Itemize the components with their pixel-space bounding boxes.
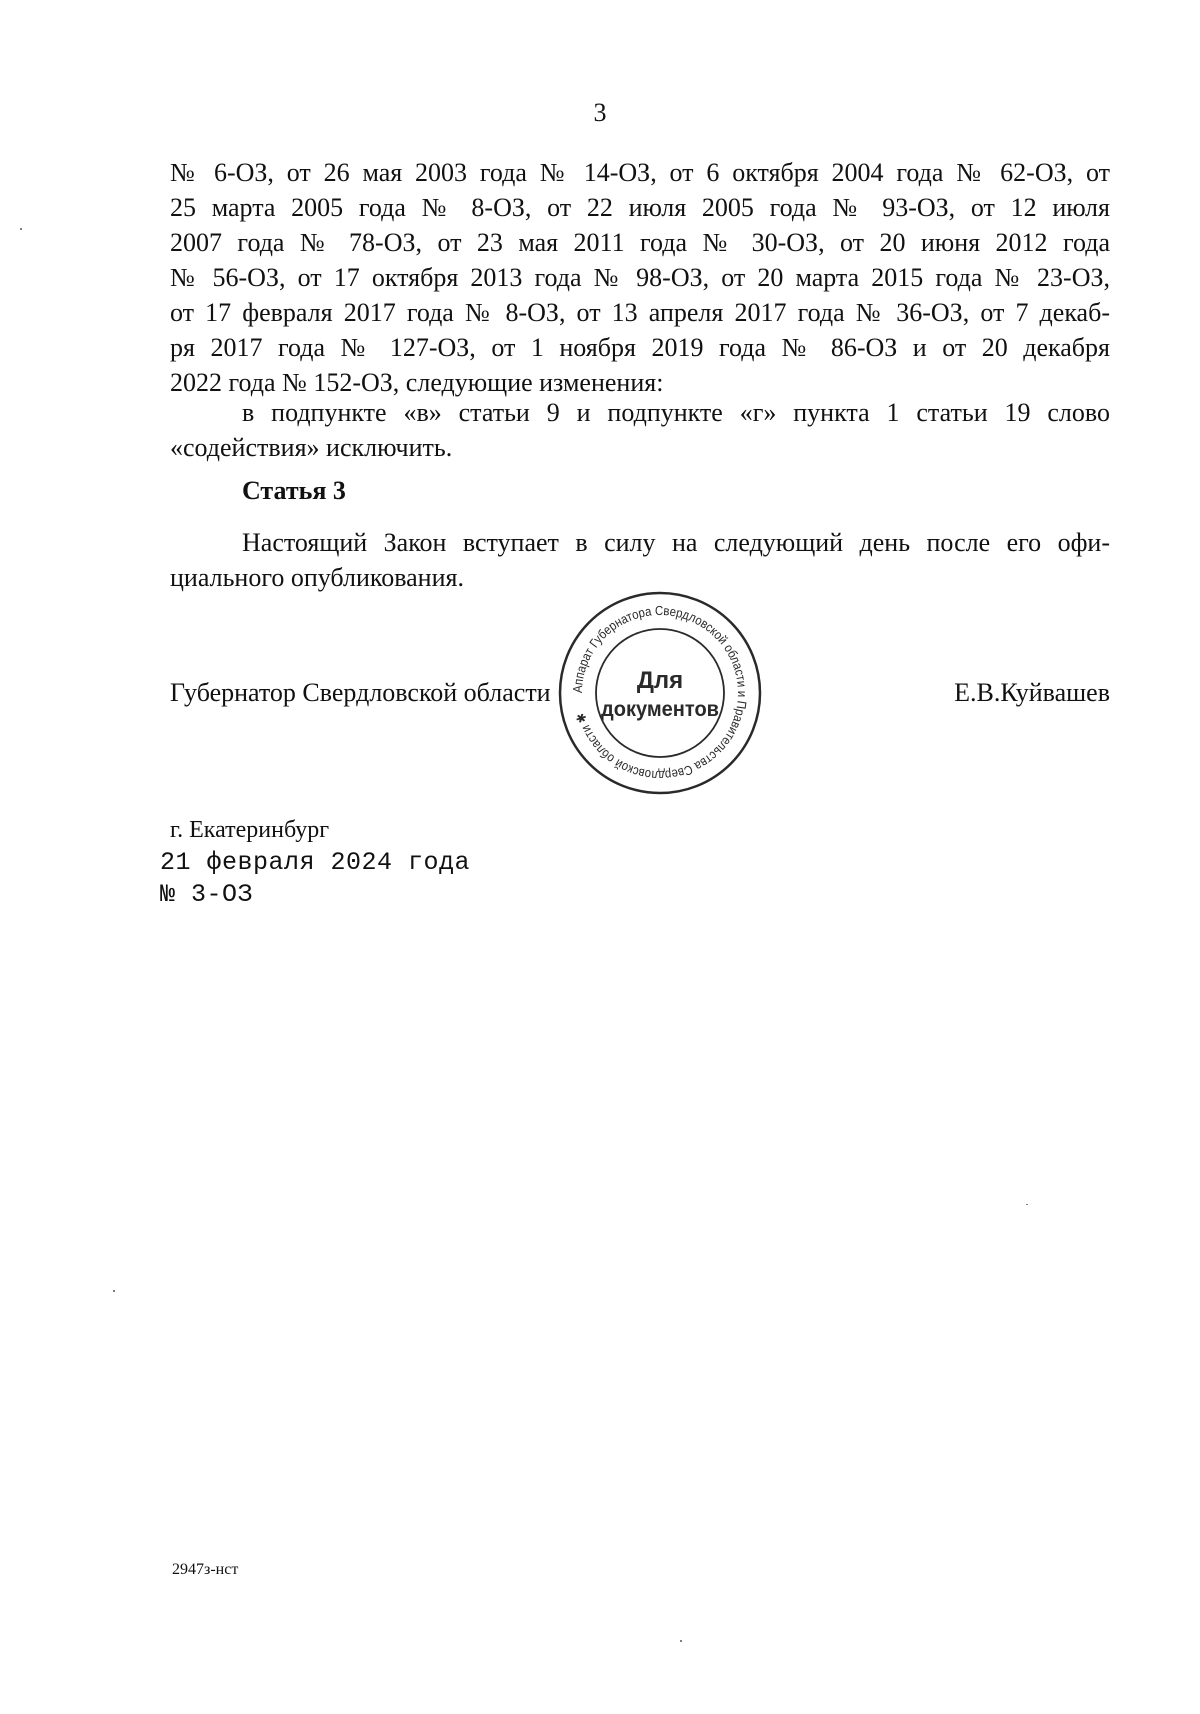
stamp-center-line-1: Для [636, 667, 684, 694]
text-line: циального опубликования. [170, 563, 464, 592]
text-line: от 17 февраля 2017 года № 8-ОЗ, от 13 апреля 2017 года № 36-ОЗ, от 7 декаб- [170, 298, 1110, 327]
typed-law-number: № 3-ОЗ [160, 880, 254, 909]
typed-date: 21 февраля 2024 года [160, 848, 471, 877]
page-number: 3 [593, 98, 607, 127]
text-line: «содействия» исключить. [170, 433, 453, 462]
paragraph-amendments-list [170, 155, 1110, 400]
text-line: 25 марта 2005 года № 8-ОЗ, от 22 июля 2005 года № 93-ОЗ, от 12 июля [170, 193, 1110, 222]
signature-title: Губернатор Свердловской области [170, 678, 551, 707]
text-line: 2022 года № 152-ОЗ, следующие изменения: [170, 368, 664, 397]
text-line: 2007 года № 78-ОЗ, от 23 мая 2011 года № 30-ОЗ, от 20 июня 2012 года [170, 228, 1110, 257]
paragraph-entry-into-force [170, 525, 1110, 595]
scan-speck [680, 1640, 682, 1642]
stamp-center-line-2: документов [601, 698, 720, 721]
scan-speck [20, 228, 22, 230]
text-line: ря 2017 года № 127-ОЗ, от 1 ноября 2019 года № 86-ОЗ и от 20 декабря [170, 333, 1110, 362]
paragraph-change [170, 395, 1110, 465]
article-3-heading: Статья 3 [242, 476, 346, 505]
scan-speck [113, 1290, 115, 1292]
text-line: Настоящий Закон вступает в силу на следующий день после его офи- [242, 528, 1110, 557]
stamp-ring-textpath: Аппарат Губернатора Свердловской области и Правительства Свердловской области ✱ [569, 602, 751, 784]
text-line: № 56-ОЗ, от 17 октября 2013 года № 98-ОЗ, от 20 марта 2015 года № 23-ОЗ, [170, 263, 1110, 292]
official-stamp [555, 588, 765, 798]
document-code: 2947з-нст [172, 1561, 239, 1578]
scan-speck [1026, 1204, 1028, 1205]
city-line: г. Екатеринбург [170, 817, 330, 843]
text-line: № 6-ОЗ, от 26 мая 2003 года № 14-ОЗ, от 6 октября 2004 года № 62-ОЗ, от [170, 158, 1110, 187]
signature-name: Е.В.Куйвашев [954, 678, 1110, 707]
text-line: в подпункте «в» статьи 9 и подпункте «г» пункта 1 статьи 19 слово [242, 398, 1110, 427]
